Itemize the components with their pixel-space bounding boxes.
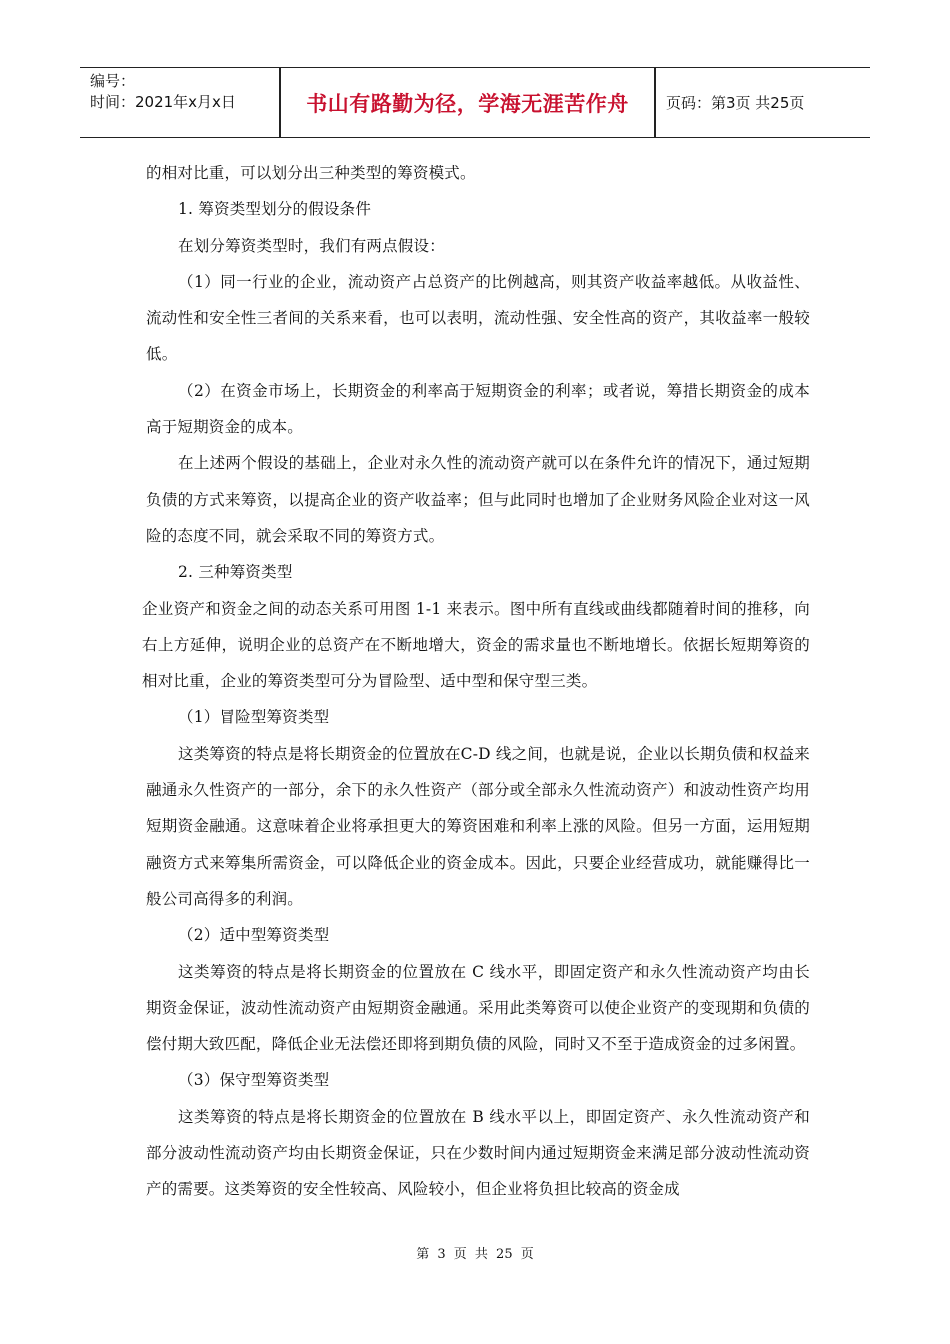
document-date: 时间：2021年x月x日 — [90, 93, 236, 111]
paragraph: 这类筹资的特点是将长期资金的位置放在C-D 线之间，也就是说，企业以长期负债和权益来融通永久性资产的一部分，余下的永久性资产（部分或全部永久性流动资产）和波动性资产均用短期资金融通。这意味着企业将承担更大的筹资困难和利率上涨的风险。但另一方面，运用短期融资方式来筹集所需资金，可以降低企业的资金成本。因此，只要企业经营成功，就能赚得比一般公司高得多的利润。 — [146, 744, 810, 908]
paragraph: 在划分筹资类型时，我们有两点假设： — [178, 236, 445, 255]
paragraph: 企业资产和资金之间的动态关系可用图 1-1 来表示。图中所有直线或曲线都随着时间的推移，向右上方延伸，说明企业的总资产在不断地增大，资金的需求量也不断地增长。依据长短期筹资的相对比重，企业的筹资类型可分为冒险型、适中型和保守型三类。 — [142, 599, 810, 691]
header-meta — [90, 71, 280, 113]
paragraph: 这类筹资的特点是将长期资金的位置放在 C 线水平，即固定资产和永久性流动资产均由长期资金保证，波动性流动资产由短期资金融通。采用此类筹资可以使企业资产的变现期和负债的偿付期大致匹配，降低企业无法偿还即将到期负债的风险，同时又不至于造成资金的过多闲置。 — [146, 962, 810, 1054]
paragraph: 的相对比重，可以划分出三种类型的筹资模式。 — [146, 164, 476, 182]
paragraph: （1）同一行业的企业，流动资产占总资产的比例越高，则其资产收益率越低。从收益性、流动性和安全性三者间的关系来看，也可以表明，流动性强、安全性高的资产，其收益率一般较低。 — [146, 272, 810, 364]
header-motto: 书山有路勤为径，学海无涯苦作舟 — [306, 91, 629, 116]
header-page-info: 页码：第3页 共25页 — [666, 94, 805, 112]
section-heading: 1. 筹资类型划分的假设条件 — [178, 200, 372, 219]
subsection-heading: （2）适中型筹资类型 — [178, 926, 330, 945]
subsection-heading: （3）保守型筹资类型 — [178, 1071, 330, 1090]
paragraph: （2）在资金市场上，长期资金的利率高于短期资金的利率；或者说，筹措长期资金的成本高于短期资金的成本。 — [146, 381, 810, 437]
subsection-heading: （1）冒险型筹资类型 — [178, 708, 330, 727]
header-divider — [654, 68, 656, 137]
page-footer: 第 3 页 共 25 页 — [416, 1247, 534, 1262]
paragraph: 这类筹资的特点是将长期资金的位置放在 B 线水平以上，即固定资产、永久性流动资产和部分波动性流动资产均由长期资金保证，只在少数时间内通过短期资金来满足部分波动性流动资产的需要。这类筹资的安全性较高、风险较小，但企业将负担比较高的资金成 — [146, 1107, 810, 1199]
section-heading: 2. 三种筹资类型 — [178, 563, 293, 582]
document-number-label: 编号： — [90, 72, 136, 90]
page-header — [80, 67, 870, 138]
paragraph: 在上述两个假设的基础上，企业对永久性的流动资产就可以在条件允许的情况下，通过短期负债的方式来筹资，以提高企业的资产收益率；但与此同时也增加了企业财务风险企业对这一风险的态度不同，就会采取不同的筹资方式。 — [146, 454, 810, 545]
document-body — [142, 155, 810, 1208]
